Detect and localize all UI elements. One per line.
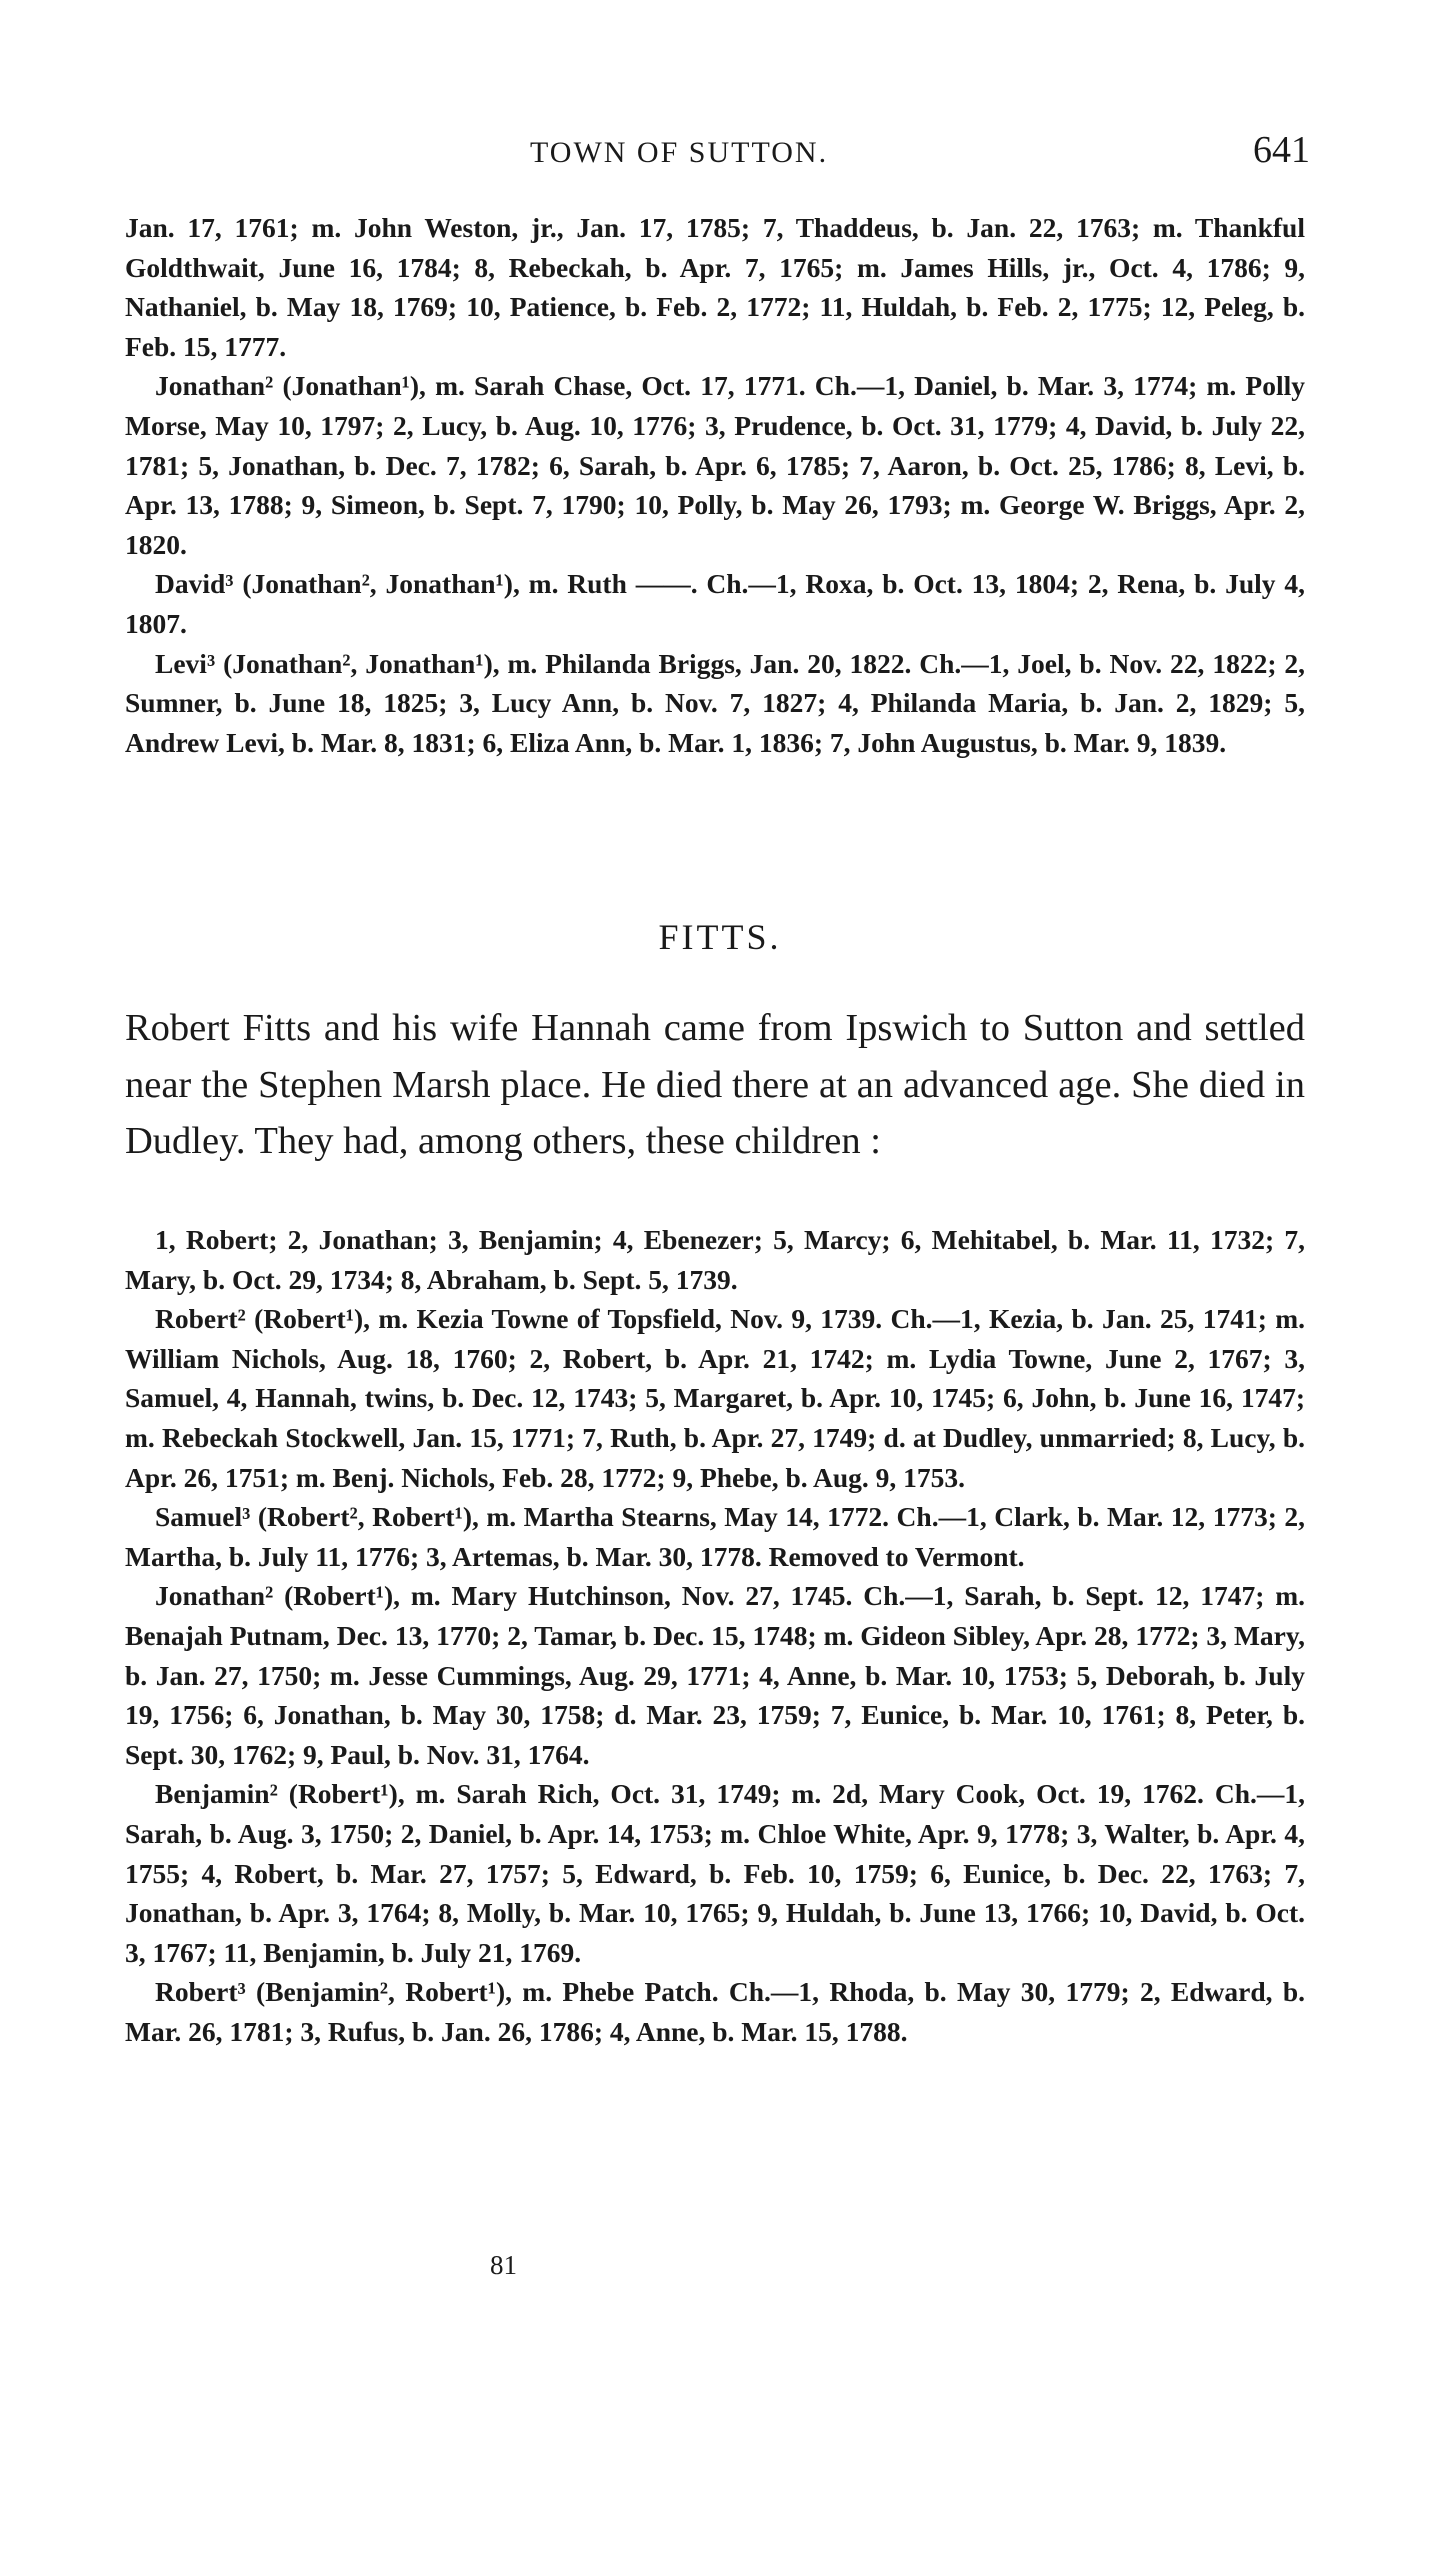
genealogy-paragraph: Levi³ (Jonathan², Jonathan¹), m. Philanda Briggs, Jan. 20, 1822. Ch.—1, Joel, b. Nov. 22, 1822; 2, Sumner, b. June 18, 1825; 3, Lucy Ann, b. Nov. 7, 1827; 4, Philanda Maria, b. Jan. 2, 1829; 5, Andrew Levi, b. Mar. 8, 1831; 6, Eliza Ann, b. Mar. 1, 1836; 7, John Augustus, b. Mar. 9, 1839. — [125, 647, 1305, 758]
genealogy-paragraph: Jan. 17, 1761; m. John Weston, jr., Jan. 17, 1785; 7, Thaddeus, b. Jan. 22, 1763; m. Thankful Goldthwait, June 16, 1784; 8, Rebeckah, b. Apr. 7, 1765; m. James Hills, jr., Oct. 4, 1786; 9, Nathaniel, b. May 18, 1769; 10, Patience, b. Feb. 2, 1772; 11, Huldah, b. Feb. 2, 1775; 12, Peleg, b. Feb. 15, 1777. — [125, 212, 1305, 362]
genealogy-paragraph: 1, Robert; 2, Jonathan; 3, Benjamin; 4, Ebenezer; 5, Marcy; 6, Mehitabel, b. Mar. 11, 1732; 7, Mary, b. Oct. 29, 1734; 8, Abraham, b. Sept. 5, 1739. — [125, 1224, 1305, 1295]
genealogy-paragraph: Robert³ (Benjamin², Robert¹), m. Phebe Patch. Ch.—1, Rhoda, b. May 30, 1779; 2, Edward, b. Mar. 26, 1781; 3, Rufus, b. Jan. 26, 1786; 4, Anne, b. Mar. 15, 1788. — [125, 1976, 1305, 2047]
section-heading: FITTS. — [658, 917, 782, 957]
genealogy-paragraph: Jonathan² (Jonathan¹), m. Sarah Chase, Oct. 17, 1771. Ch.—1, Daniel, b. Mar. 3, 1774; m. Polly Morse, May 10, 1797; 2, Lucy, b. Aug. 10, 1776; 3, Prudence, b. Oct. 31, 1779; 4, David, b. July 22, 1781; 5, Jonathan, b. Dec. 7, 1782; 6, Sarah, b. Apr. 6, 1785; 7, Aaron, b. Oct. 25, 1786; 8, Levi, b. Apr. 13, 1788; 9, Simeon, b. Sept. 7, 1790; 10, Polly, b. May 26, 1793; m. George W. Briggs, Apr. 2, 1820. — [125, 370, 1305, 560]
page-header — [120, 128, 1310, 178]
genealogy-paragraph: Benjamin² (Robert¹), m. Sarah Rich, Oct. 31, 1749; m. 2d, Mary Cook, Oct. 19, 1762. Ch.—1, Sarah, b. Aug. 3, 1750; 2, Daniel, b. Apr. 14, 1753; m. Chloe White, Apr. 9, 1778; 3, Walter, b. Apr. 4, 1755; 4, Robert, b. Mar. 27, 1757; 5, Edward, b. Feb. 10, 1759; 6, Eunice, b. Dec. 22, 1763; 7, Jonathan, b. Apr. 3, 1764; 8, Molly, b. Mar. 10, 1765; 9, Huldah, b. June 13, 1766; 10, David, b. Oct. 3, 1767; 11, Benjamin, b. July 21, 1769. — [125, 1778, 1305, 1968]
intro-block — [125, 1000, 1305, 1170]
genealogy-block-bottom — [125, 1220, 1305, 2051]
page-number: 641 — [1253, 129, 1310, 171]
genealogy-paragraph: Jonathan² (Robert¹), m. Mary Hutchinson, Nov. 27, 1745. Ch.—1, Sarah, b. Sept. 12, 1747; m. Benajah Putnam, Dec. 13, 1770; 2, Tamar, b. Dec. 15, 1748; m. Gideon Sibley, Apr. 28, 1772; 3, Mary, b. Jan. 27, 1750; m. Jesse Cummings, Aug. 29, 1771; 4, Anne, b. Mar. 10, 1753; 5, Deborah, b. July 19, 1756; 6, Jonathan, b. May 30, 1758; d. Mar. 23, 1759; 7, Eunice, b. Mar. 10, 1761; 8, Peter, b. Sept. 30, 1762; 9, Paul, b. Nov. 31, 1764. — [125, 1580, 1305, 1770]
genealogy-paragraph: Robert² (Robert¹), m. Kezia Towne of Topsfield, Nov. 9, 1739. Ch.—1, Kezia, b. Jan. 25, 1741; m. William Nichols, Aug. 18, 1760; 2, Robert, b. Apr. 21, 1742; m. Lydia Towne, June 2, 1767; 3, Samuel, 4, Hannah, twins, b. Dec. 12, 1743; 5, Margaret, b. Apr. 10, 1745; 6, John, b. June 16, 1747; m. Rebeckah Stockwell, Jan. 15, 1771; 7, Ruth, b. Apr. 27, 1749; d. at Dudley, unmarried; 8, Lucy, b. Apr. 26, 1751; m. Benj. Nichols, Feb. 28, 1772; 9, Phebe, b. Aug. 9, 1753. — [125, 1303, 1305, 1493]
running-title: TOWN OF SUTTON. — [530, 136, 829, 169]
intro-paragraph: Robert Fitts and his wife Hannah came from Ipswich to Sutton and settled near the Stephen Marsh place. He died there at an advanced age. She died in Dudley. They had, among others, these children : — [125, 1007, 1305, 1162]
genealogy-paragraph: Samuel³ (Robert², Robert¹), m. Martha Stearns, May 14, 1772. Ch.—1, Clark, b. Mar. 12, 1773; 2, Martha, b. July 11, 1776; 3, Artemas, b. Mar. 30, 1778. Removed to Vermont. — [125, 1501, 1305, 1572]
genealogy-paragraph: David³ (Jonathan², Jonathan¹), m. Ruth ——. Ch.—1, Roxa, b. Oct. 13, 1804; 2, Rena, b. July 4, 1807. — [125, 568, 1305, 639]
genealogy-block-top — [125, 208, 1305, 762]
signature-mark: 81 — [490, 2250, 517, 2280]
